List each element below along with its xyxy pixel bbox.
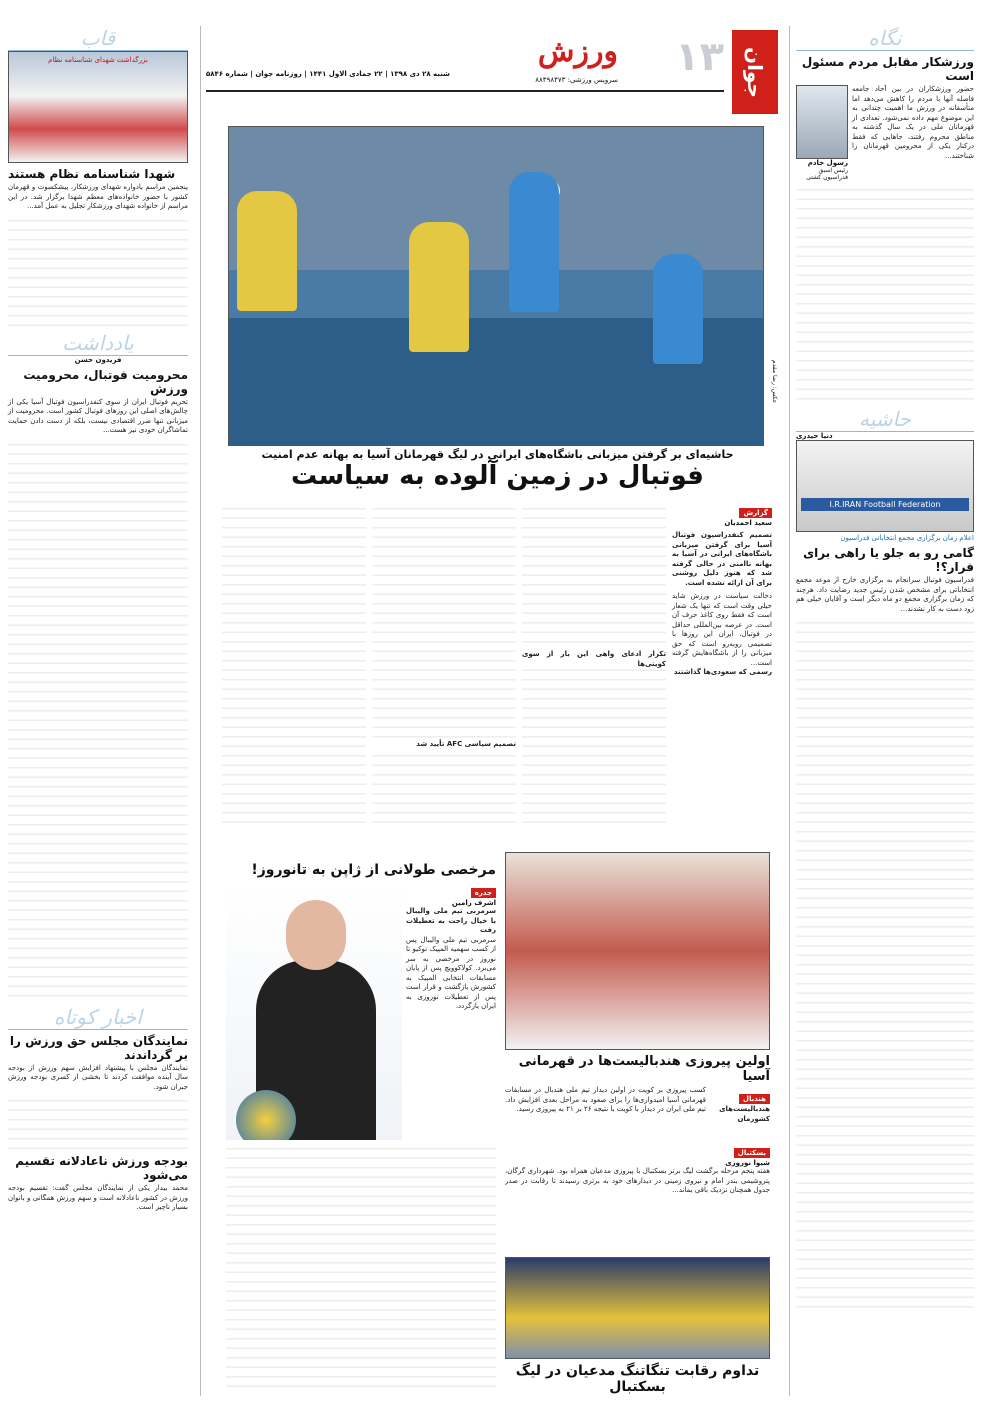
volleyball-badge: جدره [471,888,496,898]
yaddasht-text: تحریم فوتبال ایران از سوی کنفدراسیون فوتبال آسیا یکی از چالش‌های اصلی این روزهای فوتبال کشور است. محرومیت از میزبانی تنها ضرر اقتصادی نیست، بلکه از دست دادن حمایت تماشاگران خودی نیز هست... [8,397,188,434]
handball-headline: اولین پیروزی هندبالیست‌ها در قهرمانی آسیا [518,1054,770,1084]
basketball-body-fill [226,1140,496,1390]
ghab-section-label: قاب [8,26,188,51]
lead-author: سعید احمدیان [724,519,772,527]
handball-photo [505,852,770,1050]
basketball-photo [505,1257,770,1359]
yaddasht-author: فریدون حسن [74,355,122,364]
volleyball-author: اشرف رامین [451,899,496,907]
lead-subhead-1: رسمی که سعودی‌ها گذاشتند [673,668,772,676]
column-divider [789,26,790,1396]
report-badge: گزارش [739,508,772,518]
basketball-headline: تداوم رقابت تنگاتنگ مدعیان در لیگ بسکتبال [515,1363,760,1395]
yaddasht-title: محرومیت فوتبال، محرومیت ورزش [23,367,188,396]
author-portrait [796,85,848,159]
lead-kicker: حاشیه‌ای بر گرفتن میزبانی باشگاه‌های ایرانی در لیگ قهرمانان آسیا به بهانه عدم امنیت [261,448,734,461]
hashieh-photo-caption: اعلام زمان برگزاری مجمع انتخاباتی فدراسیون [840,534,974,542]
coach-photo [226,880,402,1160]
editorial-body-fill [796,181,974,401]
date-line: شنبه ۲۸ دی ۱۳۹۸ | ۲۲ جمادی الاول ۱۴۴۱ | روزنامه جوان | شماره ۵۸۴۶ [206,70,450,78]
hashieh-section-label: حاشیه [796,407,974,432]
editorial-author-role: رئیس اسبق فدراسیون کشتی [806,167,848,181]
jav-an-logo: جوان [732,30,778,114]
photo-credit: عکس: رضا مقدم [771,360,778,404]
shohada-text: پنجمین مراسم یادواره شهدای ورزشکار، پیشکسوت و قهرمان کشور با حضور خانواده‌های معظم شهدا برگزار شد. در این مراسم از خانواده شهدای ورزشکار تجلیل به عمل آمد... [8,183,188,210]
volleyball-story [226,858,496,1160]
news1-text: نمایندگان مجلس با پیشنهاد افزایش سهم ورزش از بودجه سال آینده موافقت کردند تا بخشی از کسری بودجه ورزش جبران شود. [8,1063,188,1091]
section-contact: سرویس ورزشی: ۸۸۴۹۸۴۷۳ [535,76,618,84]
yaddasht-section-label: یادداشت [8,331,188,356]
lead-subhead-3: تصمیم سیاسی AFC تأیید شد [372,740,516,750]
column-divider [200,26,201,1396]
akhbar-section-label: اخبار کوتاه [8,1005,188,1030]
lead-headline-block [225,448,770,491]
lead-body-col3 [372,500,516,830]
ffiri-sign: I.R.IRAN Football Federation [801,498,969,511]
shohada-title: شهدا شناسنامه نظام هستند [8,167,176,181]
editorial-author: رسول خادم [807,159,848,167]
basketball-author: شیوا نوروزی [725,1159,770,1167]
lead-photo [228,126,764,446]
news2-title: بودجه ورزش ناعادلانه تقسیم می‌شود [15,1154,188,1182]
editorial-text: حضور ورزشکاران در بین آحاد جامعه فاصله آنها با مردم را کاهش می‌دهد اما متأسفانه در ورزش ما اهمیت چندانی به این موضوع مهم داده نمی‌شود. تعدادی از قهرمانان ملی در یک سال گذشته به مناطق محروم رفتند، جاهایی که فقط درکنار یکی از محرومین قهرمانان را شناختند... [852,85,974,160]
lead-standfirst: تصمیم کنفدراسیون فوتبال آسیا برای گرفتن میزبانی باشگاه‌های ایرانی در آسیا به بهانه ناامنی در حالی گرفته شد که هنوز دلیل روشنی برای آن ارائه نشده است. [672,531,772,587]
volleyball-lead: سرمربی تیم ملی والیبال با خیال راحت به تعطیلات رفت [406,907,496,934]
ffiri-building-photo [796,440,974,532]
news1-title: نمایندگان مجلس حق ورزش را بر گرداندند [9,1033,188,1062]
lead-subhead-2: تکرار ادعای واهی این بار از سوی کویتی‌ها [522,650,666,668]
lead-body-col4 [222,500,366,830]
handball-standfirst: هندبالیست‌های کشورمان [719,1105,770,1123]
hashieh-body-fill [796,614,974,1314]
hashieh-author: دنیا حیدری [796,432,833,440]
handball-badge: هندبال [739,1094,770,1104]
masthead [206,30,778,122]
negah-section-label: نگاه [796,26,974,51]
hashieh-text: فدراسیون فوتبال سرانجام به برگزاری خارج از موعد مجمع انتخاباتی برای مشخص شدن رئیس جدید رضایت داد. هرچند که زمان برگزاری مجمع دو ماه دیگر است و آقایان خیلی هم زود دست به کار نشدند... [796,576,974,613]
lead-headline: فوتبال در زمین آلوده به سیاست [291,461,704,491]
lead-body-col1: دخالت سیاست در ورزش شاید خیلی وقت است که تنها یک شعار است که فقط روی کاغذ حرف آن است. در عرصه بین‌المللی حداقل در فوتبال، ایران این روزها با تصمیمی روبه‌رو است که حق میزبانی را از باشگاه‌هایش گرفته است... [672,592,772,667]
handball-story [505,852,770,1124]
editorial-title: ورزشکار مقابل مردم مسئول است [801,55,974,83]
lead-body-col2 [522,500,666,830]
martyrs-banner: بزرگداشت شهدای شناسنامه نظام [48,56,148,64]
martyrs-photo [8,51,188,163]
right-column [796,26,974,1314]
hashieh-title: گامی رو به جلو یا راهی برای فرار؟! [803,546,974,574]
basketball-badge: بسکتبال [734,1148,770,1158]
volleyball-headline: مرخصی طولانی از ژاپن به تانوروز! [251,862,496,878]
news2-text: محمد بیدار یکی از نمایندگان مجلس گفت: تقسیم بودجه ورزش در کشور ناعادلانه است و سهم ورزش همگانی و بانوان بسیار ناچیز است. [8,1184,188,1211]
handball-body: کسب پیروزی بر کویت در اولین دیدار تیم ملی هندبال در مسابقات قهرمانی آسیا امیدواری‌ها را برای صعود به مراحل بعدی افزایش داد. تیم ملی ایران در دیدار با کویت با نتیجه ۲۶ بر ۲۱ به پیروزی رسید. [505,1086,706,1113]
volleyball-body: سرمربی تیم ملی والیبال پس از کسب سهمیه المپیک توکیو تا نوروز در مرخصی به سر می‌برد. کولاکوویچ پس از پایان مسابقات انتخابی المپیک به کشورش بازگشت و قرار است پس از تعطیلات نوروزی به ایران بازگردد. [406,935,496,1010]
page-number: ۱۳ [675,34,724,80]
section-title: ورزش [537,34,618,69]
lead-body [222,500,772,830]
left-column [8,26,188,1213]
basketball-body: هفته پنجم مرحله برگشت لیگ برتر بسکتبال با پیروزی مدعیان همراه بود. شهرداری گرگان، پتروشیمی بندر امام و نیروی زمینی در دیدارهای خود به برتری رسیدند تا رقابت در صدر جدول همچنان نزدیک باقی بماند... [505,1167,770,1194]
basketball-story [505,1140,770,1397]
